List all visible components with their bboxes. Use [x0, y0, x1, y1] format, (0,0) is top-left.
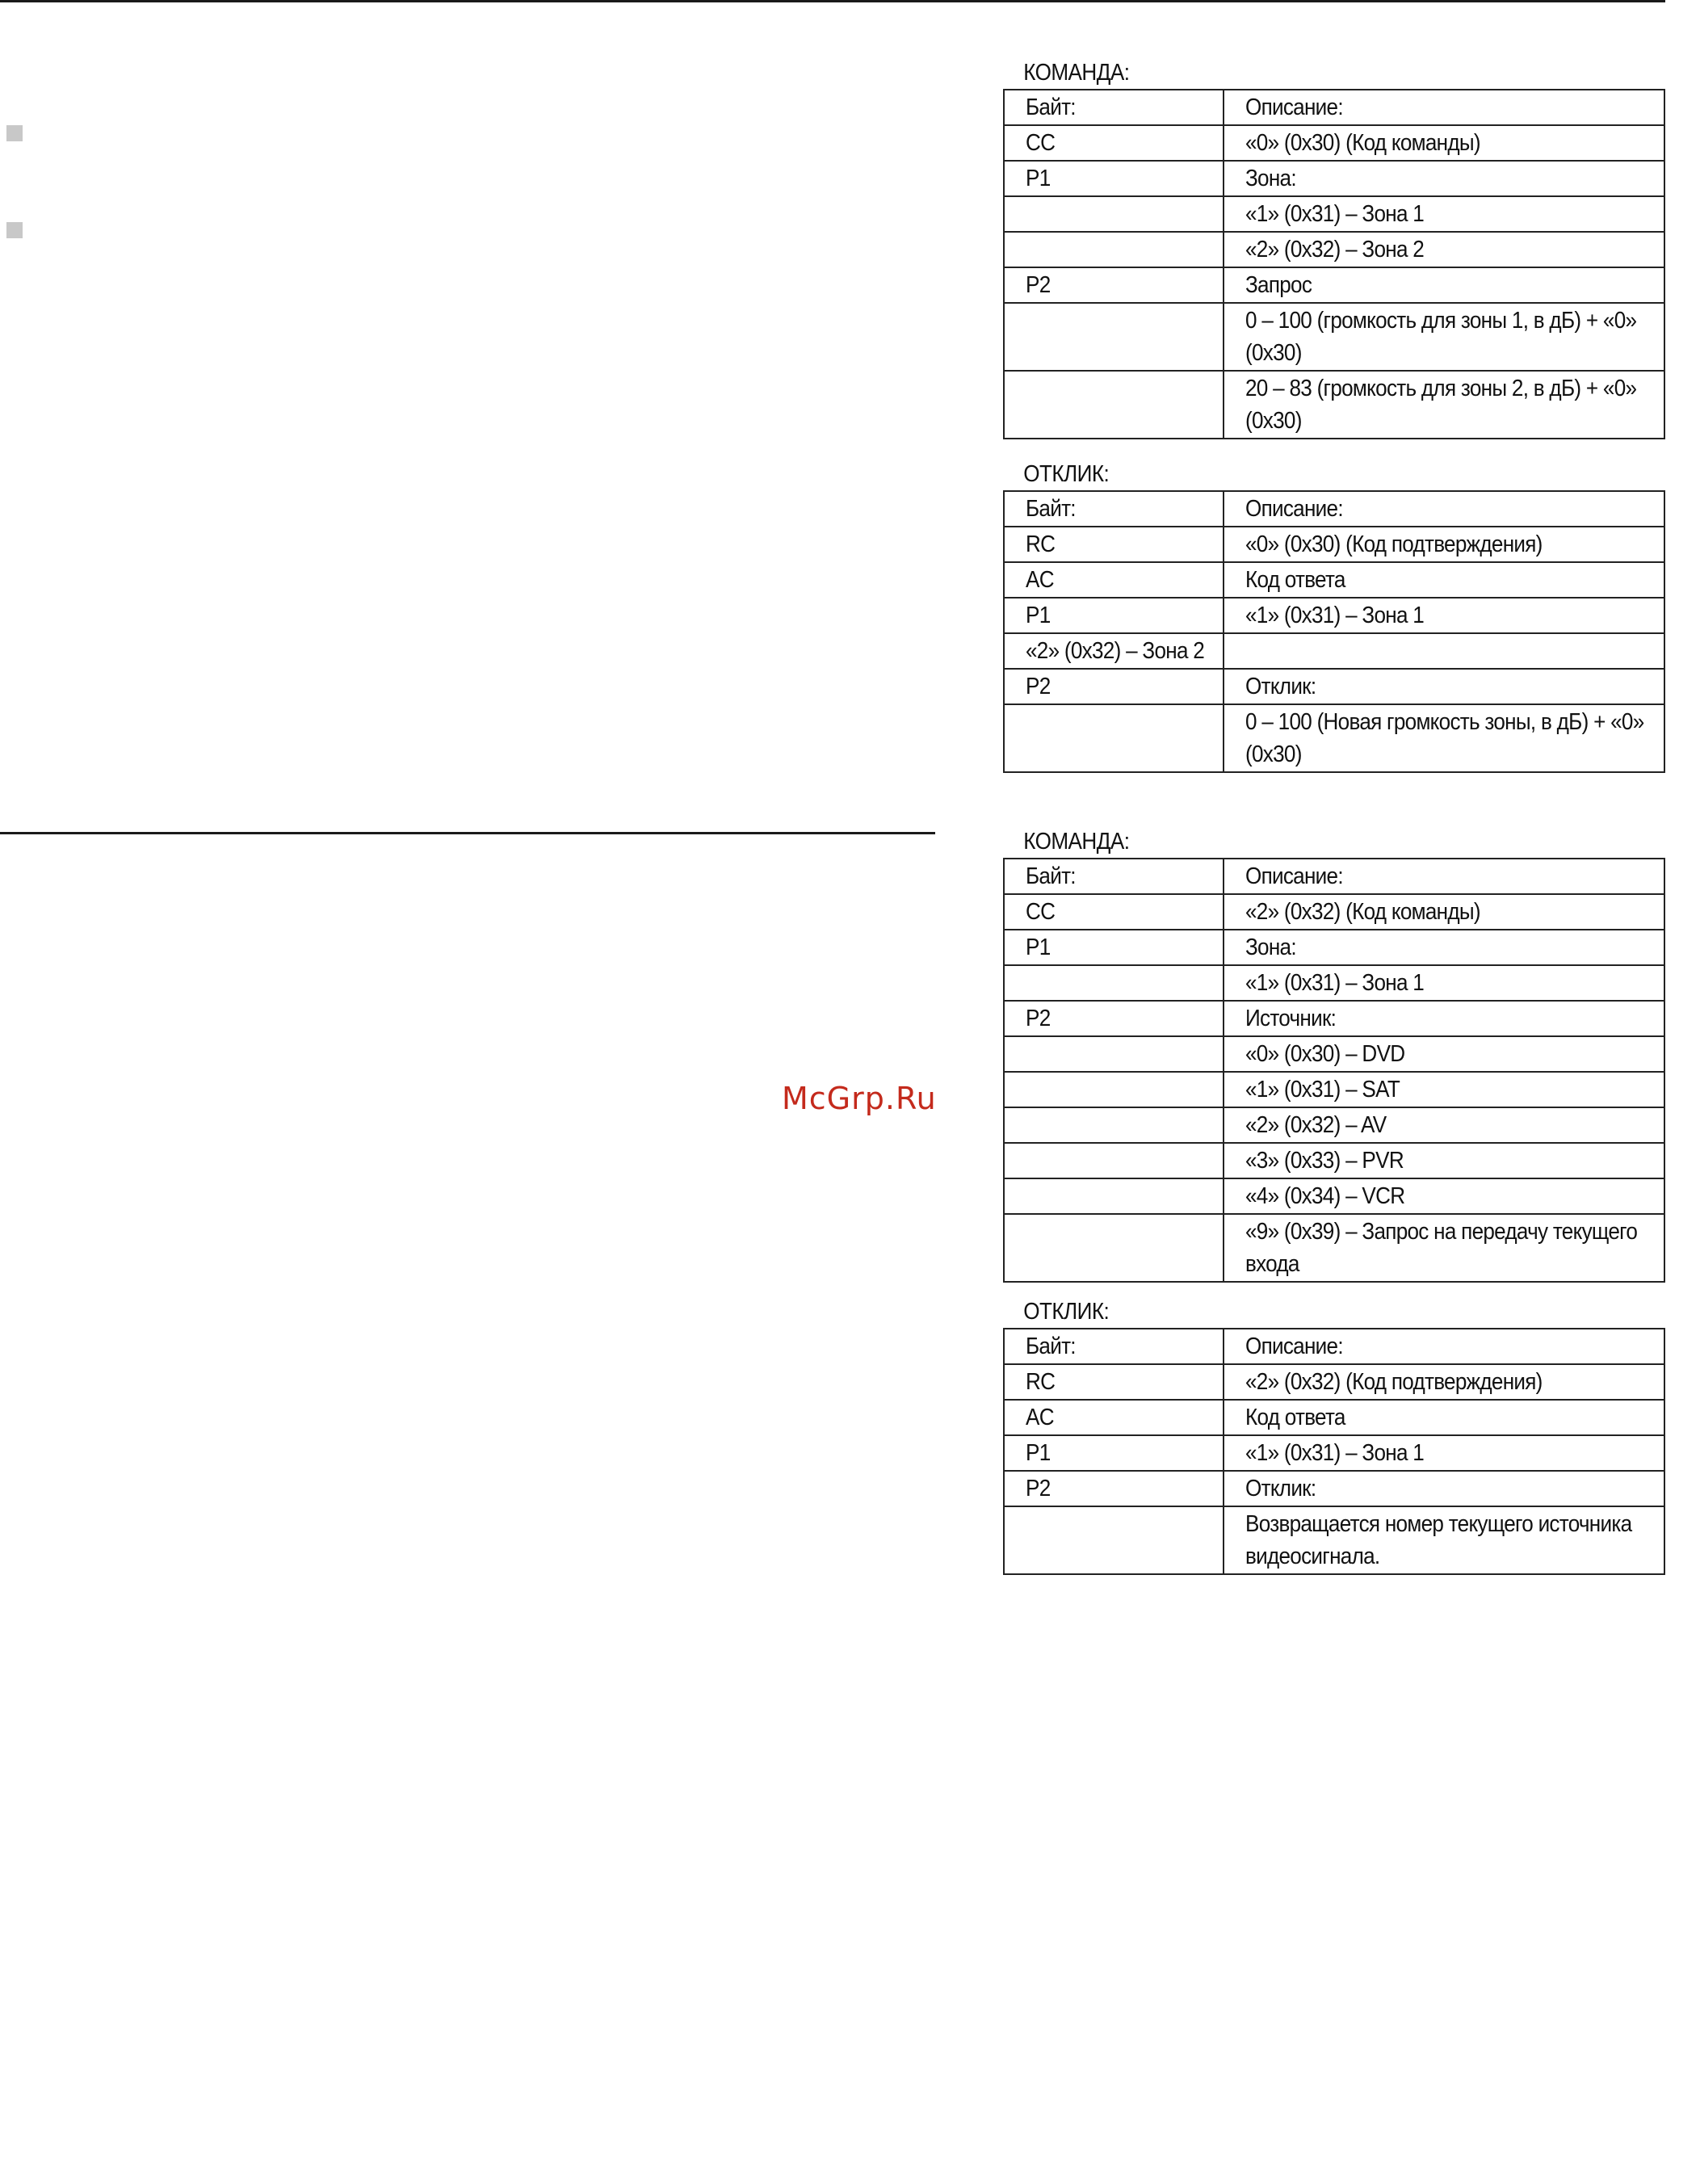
byte-text: CC [1026, 899, 1056, 925]
byte-cell [1004, 894, 1224, 930]
description-cell [1224, 1072, 1664, 1107]
byte-text: P1 [1026, 934, 1051, 960]
byte-text [1026, 1073, 1215, 1106]
byte-cell [1004, 1143, 1224, 1178]
description-cell [1224, 598, 1664, 633]
description-text: Отклик: [1245, 1476, 1316, 1502]
description-text: 0 – 100 (Новая громкость зоны, в дБ) + «0» (0x30) [1245, 709, 1644, 767]
source-response-block [1003, 1296, 1665, 1575]
description-text: «2» (0x32) – AV [1245, 1112, 1387, 1138]
table-row [1004, 669, 1664, 704]
description-cell [1224, 196, 1664, 232]
description-text: «1» (0x31) – Зона 1 [1245, 1440, 1425, 1466]
description-text: Код ответа [1245, 567, 1345, 593]
byte-text [1026, 1508, 1215, 1540]
description-cell [1224, 1178, 1664, 1214]
description-text: 0 – 100 (громкость для зоны 1, в дБ) + «0» (0x30) [1245, 308, 1637, 366]
description-text: «9» (0x39) – Запрос на передачу текущего входа [1245, 1219, 1638, 1277]
table-row [1004, 371, 1664, 439]
byte-cell [1004, 1506, 1224, 1574]
table-row [1004, 704, 1664, 772]
byte-text: P1 [1026, 603, 1051, 628]
byte-cell [1004, 1364, 1224, 1400]
byte-cell [1004, 1001, 1224, 1036]
response-table [1003, 1328, 1665, 1575]
description-cell [1224, 527, 1664, 562]
byte-cell [1004, 303, 1224, 371]
description-cell [1224, 1471, 1664, 1506]
section-divider [0, 832, 935, 834]
byte-cell [1004, 1329, 1224, 1364]
table-row [1004, 1036, 1664, 1072]
byte-cell [1004, 527, 1224, 562]
table-row [1004, 527, 1664, 562]
block-label: ОТКЛИК: [1023, 461, 1110, 487]
description-cell [1224, 1214, 1664, 1282]
description-text: Отклик: [1245, 674, 1316, 699]
table-row [1004, 1329, 1664, 1364]
table-row [1004, 859, 1664, 894]
byte-text: Байт: [1026, 496, 1076, 522]
byte-cell [1004, 161, 1224, 196]
description-cell [1224, 303, 1664, 371]
table-row [1004, 965, 1664, 1001]
byte-cell [1004, 704, 1224, 772]
description-text: «2» (0x32) (Код команды) [1245, 899, 1480, 925]
byte-text: Байт: [1026, 94, 1076, 120]
byte-cell [1004, 267, 1224, 303]
byte-text: AC [1026, 1405, 1054, 1430]
description-text: Описание: [1245, 94, 1343, 120]
description-text: Зона: [1245, 166, 1296, 191]
byte-text: P2 [1026, 1006, 1051, 1031]
description-text: Зона: [1245, 934, 1296, 960]
description-cell [1224, 1506, 1664, 1574]
description-text: «0» (0x30) – DVD [1245, 1041, 1405, 1067]
byte-text [1026, 1180, 1215, 1212]
byte-cell [1004, 196, 1224, 232]
table-row [1004, 90, 1664, 125]
byte-cell [1004, 859, 1224, 894]
byte-text [1026, 1109, 1215, 1141]
description-cell [1224, 669, 1664, 704]
table-row [1004, 1214, 1664, 1282]
description-text: «0» (0x30) (Код подтверждения) [1245, 531, 1543, 557]
watermark: McGrp.Ru [782, 1081, 937, 1116]
byte-cell [1004, 491, 1224, 527]
description-cell [1224, 232, 1664, 267]
table-row [1004, 562, 1664, 598]
byte-text: P1 [1026, 166, 1051, 191]
top-rule [0, 0, 1665, 2]
description-cell [1224, 930, 1664, 965]
table-row [1004, 267, 1664, 303]
byte-cell [1004, 562, 1224, 598]
description-text: «1» (0x31) – Зона 1 [1245, 201, 1425, 227]
table-row [1004, 161, 1664, 196]
description-cell [1224, 1364, 1664, 1400]
byte-text: P2 [1026, 1476, 1051, 1502]
byte-text [1026, 233, 1215, 266]
table-row [1004, 1107, 1664, 1143]
table-row [1004, 491, 1664, 527]
byte-cell [1004, 1214, 1224, 1282]
table-row [1004, 125, 1664, 161]
description-cell [1224, 371, 1664, 439]
table-row [1004, 1471, 1664, 1506]
description-cell [1224, 859, 1664, 894]
description-text: «2» (0x32) (Код подтверждения) [1245, 1369, 1543, 1395]
description-cell [1224, 90, 1664, 125]
description-text: 20 – 83 (громкость для зоны 2, в дБ) + «0» (0x30) [1245, 376, 1637, 434]
byte-text [1026, 1038, 1215, 1070]
table-row [1004, 1143, 1664, 1178]
description-text: Запрос [1245, 272, 1312, 298]
description-cell [1224, 1107, 1664, 1143]
description-text: Код ответа [1245, 1405, 1345, 1430]
description-text: «2» (0x32) – Зона 2 [1245, 237, 1425, 262]
description-cell [1224, 704, 1664, 772]
table-row [1004, 303, 1664, 371]
byte-cell [1004, 930, 1224, 965]
table-row [1004, 1001, 1664, 1036]
description-cell [1224, 1435, 1664, 1471]
description-text: «1» (0x31) – Зона 1 [1245, 970, 1425, 996]
table-row [1004, 930, 1664, 965]
byte-text: RC [1026, 1369, 1056, 1395]
byte-cell [1004, 633, 1224, 669]
table-row [1004, 1506, 1664, 1574]
response-table [1003, 490, 1665, 773]
description-cell [1224, 894, 1664, 930]
command-table [1003, 858, 1665, 1283]
description-cell [1224, 1143, 1664, 1178]
table-row [1004, 1400, 1664, 1435]
description-cell [1224, 1001, 1664, 1036]
byte-text: P2 [1026, 272, 1051, 298]
source-command-block [1003, 825, 1665, 1283]
byte-text [1026, 1216, 1215, 1248]
byte-text [1026, 372, 1215, 405]
description-text [1245, 635, 1655, 667]
description-text: «4» (0x34) – VCR [1245, 1183, 1405, 1209]
byte-text [1026, 706, 1215, 738]
block-label: ОТКЛИК: [1023, 1299, 1110, 1325]
byte-cell [1004, 125, 1224, 161]
byte-cell [1004, 90, 1224, 125]
table-row [1004, 1435, 1664, 1471]
block-label: КОМАНДА: [1023, 829, 1130, 855]
byte-text: P1 [1026, 1440, 1051, 1466]
description-text: «1» (0x31) – SAT [1245, 1077, 1400, 1102]
byte-cell [1004, 1400, 1224, 1435]
description-text: Источник: [1245, 1006, 1337, 1031]
table-row [1004, 232, 1664, 267]
table-row [1004, 1178, 1664, 1214]
table-row [1004, 633, 1664, 669]
byte-text: Байт: [1026, 1334, 1076, 1359]
description-cell [1224, 267, 1664, 303]
block-label: КОМАНДА: [1023, 60, 1130, 86]
table-row [1004, 1072, 1664, 1107]
byte-text: CC [1026, 130, 1056, 156]
byte-text: RC [1026, 531, 1056, 557]
description-cell [1224, 633, 1664, 669]
byte-text [1026, 1144, 1215, 1177]
description-text: Описание: [1245, 496, 1343, 522]
table-row [1004, 1364, 1664, 1400]
description-text: «1» (0x31) – Зона 1 [1245, 603, 1425, 628]
bullet-square-icon [6, 222, 23, 238]
byte-text: P2 [1026, 674, 1051, 699]
volume-command-block [1003, 57, 1665, 439]
table-row [1004, 598, 1664, 633]
description-text: «0» (0x30) (Код команды) [1245, 130, 1480, 156]
byte-cell [1004, 1036, 1224, 1072]
description-cell [1224, 125, 1664, 161]
table-row [1004, 196, 1664, 232]
byte-cell [1004, 598, 1224, 633]
byte-text: AC [1026, 567, 1054, 593]
description-text: «3» (0x33) – PVR [1245, 1148, 1404, 1174]
description-text: Описание: [1245, 1334, 1343, 1359]
description-cell [1224, 1400, 1664, 1435]
byte-text: Байт: [1026, 863, 1076, 889]
byte-cell [1004, 965, 1224, 1001]
byte-text [1026, 967, 1215, 999]
description-cell [1224, 562, 1664, 598]
description-cell [1224, 1329, 1664, 1364]
description-cell [1224, 1036, 1664, 1072]
command-table [1003, 89, 1665, 439]
byte-cell [1004, 371, 1224, 439]
byte-text: «2» (0x32) – Зона 2 [1026, 638, 1205, 664]
byte-text [1026, 198, 1215, 230]
table-row [1004, 894, 1664, 930]
description-cell [1224, 965, 1664, 1001]
byte-cell [1004, 1107, 1224, 1143]
byte-text [1026, 304, 1215, 337]
byte-cell [1004, 1072, 1224, 1107]
byte-cell [1004, 1471, 1224, 1506]
byte-cell [1004, 1435, 1224, 1471]
description-cell [1224, 161, 1664, 196]
byte-cell [1004, 232, 1224, 267]
description-text: Описание: [1245, 863, 1343, 889]
byte-cell [1004, 669, 1224, 704]
byte-cell [1004, 1178, 1224, 1214]
description-cell [1224, 491, 1664, 527]
bullet-square-icon [6, 125, 23, 141]
description-text: Возвращается номер текущего источника видеосигнала. [1245, 1511, 1632, 1569]
volume-response-block [1003, 458, 1665, 773]
